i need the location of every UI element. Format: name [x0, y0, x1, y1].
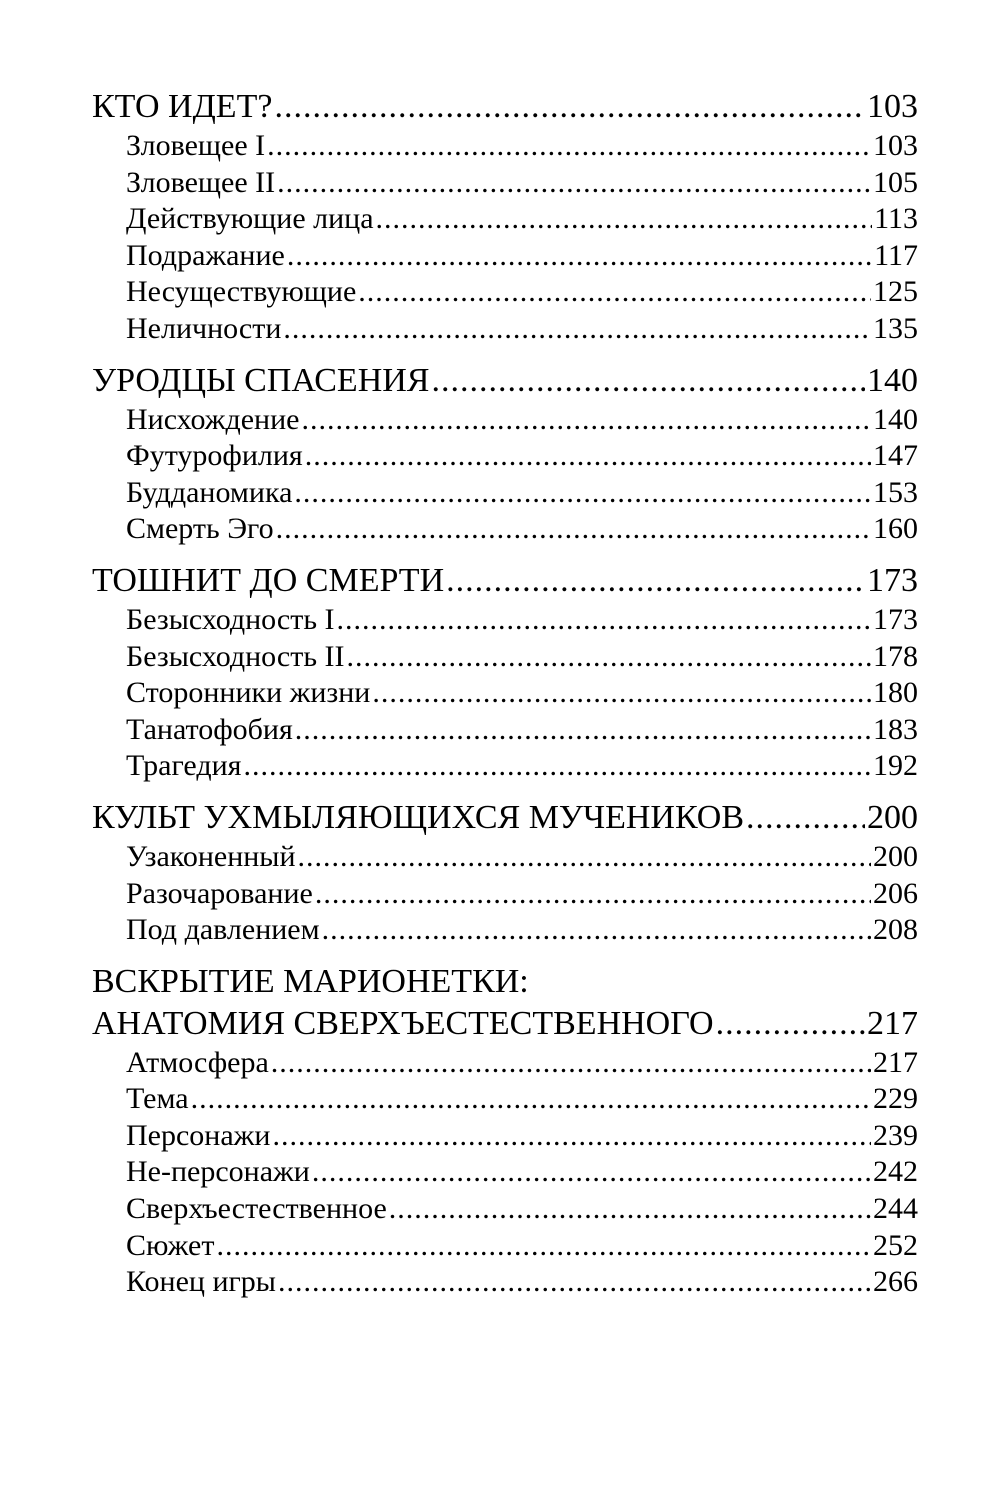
subsection-title: Безысходность II: [126, 639, 345, 673]
dot-leader: [298, 839, 871, 876]
page-number: 117: [874, 238, 918, 272]
subsection-title: Смерть Эго: [126, 512, 274, 546]
chapter-entry[interactable]: [92, 86, 918, 128]
dot-leader: [283, 311, 871, 348]
dot-leader: [337, 602, 872, 639]
dot-leader: [267, 128, 871, 165]
page-number: 217: [873, 1045, 918, 1079]
subsection-title: Конец игры: [126, 1265, 276, 1299]
page-number: 266: [873, 1265, 918, 1299]
subsection-entry[interactable]: [92, 511, 918, 548]
subsection-entry[interactable]: [92, 1191, 918, 1228]
page-number: 147: [873, 439, 918, 473]
chapter-title: КУЛЬТ УХМЫЛЯЮЩИХСЯ МУЧЕНИКОВ: [92, 798, 745, 836]
page-number: 160: [873, 512, 918, 546]
dot-leader: [294, 475, 871, 512]
dot-leader: [322, 912, 871, 949]
dot-leader: [191, 1081, 871, 1118]
page-number: 103: [873, 129, 918, 162]
dot-leader: [301, 402, 871, 439]
toc-section: [92, 560, 918, 785]
dot-leader: [287, 238, 872, 275]
page-number: 153: [873, 475, 918, 509]
subsection-title: Подражание: [126, 238, 285, 272]
subsection-entry[interactable]: [92, 475, 918, 512]
dot-leader: [312, 1154, 871, 1191]
page-number: 135: [873, 311, 918, 345]
chapter-title-line[interactable]: [92, 961, 918, 1003]
dot-leader: [276, 511, 871, 548]
page-number: 140: [873, 402, 918, 436]
subsection-title: Зловещее II: [126, 165, 276, 199]
page-number: 183: [873, 712, 918, 746]
subsection-entry[interactable]: [92, 602, 918, 639]
dot-leader: [446, 560, 865, 602]
subsection-entry[interactable]: [92, 639, 918, 676]
dot-leader: [376, 201, 873, 238]
subsection-entry[interactable]: [92, 1045, 918, 1082]
page-number: 239: [873, 1118, 918, 1152]
dot-leader: [271, 1045, 871, 1082]
dot-leader: [358, 274, 871, 311]
subsection-title: Узаконенный: [126, 839, 296, 873]
page-number: 173: [873, 602, 918, 636]
chapter-entry[interactable]: [92, 797, 918, 839]
subsection-title: Футурофилия: [126, 439, 303, 473]
subsection-entry[interactable]: [92, 1154, 918, 1191]
subsection-title: Не-персонажи: [126, 1155, 310, 1189]
subsection-entry[interactable]: [92, 748, 918, 785]
subsection-title: Неличности: [126, 311, 282, 345]
page-number: 113: [874, 202, 918, 236]
toc-section: [92, 961, 918, 1301]
subsection-entry[interactable]: [92, 311, 918, 348]
chapter-title: АНАТОМИЯ СВЕРХЪЕСТЕСТВЕННОГО: [92, 1004, 714, 1042]
page-number: 178: [873, 639, 918, 673]
page-number: 229: [873, 1082, 918, 1116]
dot-leader: [315, 876, 871, 913]
subsection-title: Сторонники жизни: [126, 676, 371, 710]
page-number: 140: [867, 361, 918, 399]
page-number: 180: [873, 676, 918, 710]
page-number: 206: [873, 876, 918, 910]
dot-leader: [277, 165, 871, 202]
page-number: 252: [873, 1228, 918, 1262]
subsection-entry[interactable]: [92, 912, 918, 949]
chapter-title-first-line: ВСКРЫТИЕ МАРИОНЕТКИ:: [92, 962, 529, 1000]
subsection-title: Танатофобия: [126, 712, 293, 746]
page-number: 103: [867, 88, 918, 125]
subsection-entry[interactable]: [92, 1118, 918, 1155]
page-number: 200: [873, 839, 918, 873]
subsection-entry[interactable]: [92, 274, 918, 311]
subsection-title: Зловещее I: [126, 129, 266, 162]
subsection-entry[interactable]: [92, 839, 918, 876]
subsection-title: Нисхождение: [126, 402, 300, 436]
table-of-contents: [92, 86, 918, 1313]
toc-section: [92, 797, 918, 949]
subsection-title: Действующие лица: [126, 202, 374, 236]
subsection-title: Безысходность I: [126, 602, 335, 636]
subsection-entry[interactable]: [92, 402, 918, 439]
toc-section: [92, 360, 918, 548]
subsection-title: Под давлением: [126, 913, 320, 947]
subsection-entry[interactable]: [92, 1081, 918, 1118]
dot-leader: [305, 438, 871, 475]
page-number: 244: [873, 1192, 918, 1226]
dot-leader: [431, 360, 865, 402]
subsection-entry[interactable]: [92, 1228, 918, 1265]
chapter-title: УРОДЦЫ СПАСЕНИЯ: [92, 361, 430, 399]
page-number: 208: [873, 913, 918, 947]
page-number: 105: [873, 165, 918, 199]
subsection-entry[interactable]: [92, 876, 918, 913]
subsection-title: Сюжет: [126, 1228, 215, 1262]
chapter-title: КТО ИДЕТ?: [92, 88, 273, 125]
dot-leader: [372, 675, 871, 712]
chapter-title: ТОШНИТ ДО СМЕРТИ: [92, 561, 445, 599]
dot-leader: [389, 1191, 871, 1228]
page-number: 217: [867, 1004, 918, 1042]
subsection-entry[interactable]: [92, 675, 918, 712]
page-number: 200: [867, 798, 918, 836]
dot-leader: [243, 748, 871, 785]
subsection-title: Сверхъестественное: [126, 1192, 387, 1226]
subsection-title: Трагедия: [126, 749, 242, 783]
dot-leader: [716, 1003, 865, 1045]
page-number: 192: [873, 749, 918, 783]
subsection-title: Несуществующие: [126, 275, 357, 309]
chapter-entry[interactable]: [92, 560, 918, 602]
subsection-title: Разочарование: [126, 876, 313, 910]
subsection-entry[interactable]: [92, 438, 918, 475]
page-number: 173: [867, 561, 918, 599]
dot-leader: [274, 86, 865, 128]
dot-leader: [746, 797, 865, 839]
toc-section: [92, 86, 918, 348]
subsection-entry[interactable]: [92, 712, 918, 749]
subsection-entry[interactable]: [92, 165, 918, 202]
subsection-title: Будданомика: [126, 475, 293, 509]
dot-leader: [216, 1228, 871, 1265]
subsection-entry[interactable]: [92, 128, 918, 165]
page-number: 125: [873, 275, 918, 309]
chapter-entry[interactable]: [92, 360, 918, 402]
subsection-title: Персонажи: [126, 1118, 271, 1152]
page-number: 242: [873, 1155, 918, 1189]
subsection-entry[interactable]: [92, 1264, 918, 1301]
dot-leader: [346, 639, 871, 676]
dot-leader: [272, 1118, 871, 1155]
chapter-entry[interactable]: [92, 1003, 918, 1045]
subsection-entry[interactable]: [92, 201, 918, 238]
dot-leader: [278, 1264, 871, 1301]
subsection-title: Тема: [126, 1082, 189, 1116]
dot-leader: [295, 712, 871, 749]
subsection-entry[interactable]: [92, 238, 918, 275]
subsection-title: Атмосфера: [126, 1045, 269, 1079]
